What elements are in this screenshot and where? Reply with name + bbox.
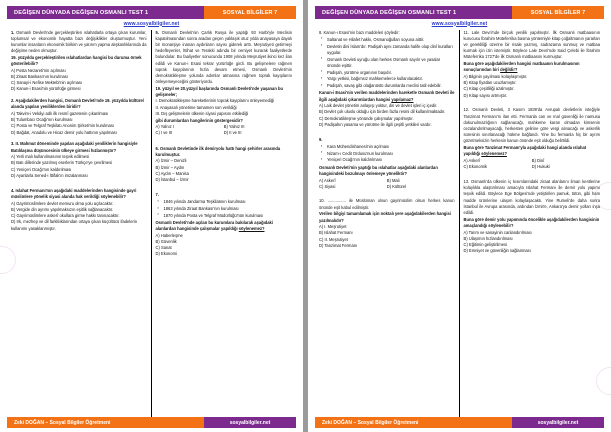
option[interactable]: C) Siyasi <box>319 183 336 189</box>
question-11-stem: Buna göre aşağıdakilerden hangisi matbaanın kurulmasının sonuçlarından biri değildir? <box>463 61 580 73</box>
option[interactable]: B) Devlet çok uluslu olduğu için birden fazla resmi dil kullanılmaktadır. <box>319 109 446 115</box>
option[interactable]: A) Gayrimüslimlere devlet memuru olma yolu açılacaktır. <box>11 200 114 206</box>
option[interactable]: A) Takvim-i Vekâyi adlı ilk resmî gazetenin çıkarılması <box>11 110 109 116</box>
question-2-options <box>11 111 147 136</box>
option[interactable]: C) Yeniçeri Ocağı'nın kaldırılması <box>11 166 72 172</box>
question-8-body: 8. Kanun-ı Esasi'nin bazı maddeleri şöyledir: <box>319 29 400 35</box>
option[interactable]: A) Posta Nezareti'nin açılması <box>11 67 66 73</box>
bullet-item: ▪ Devletin dini İslam'dır. Padişah aynı zamanda halife olup dinî kuralları uygular. <box>327 44 455 56</box>
question-9-options <box>319 178 455 190</box>
option[interactable]: A) Tarım ve sanayinin canlandırılması <box>463 229 532 235</box>
columns-container <box>315 30 604 418</box>
worksheet-page-1 <box>0 0 303 432</box>
option[interactable]: A) Haberleşme <box>155 232 183 238</box>
footer-wrap <box>0 417 303 432</box>
question-2-stem: 2. Aşağıdakilerden hangisi, Osmanlı Devleti'nde 19. yüzyılda kültürel alanda yapılan yeniliklerden biridir? <box>11 98 144 110</box>
option[interactable]: B) İzmir – Aydın <box>155 164 185 170</box>
footer-wrap <box>308 417 611 432</box>
question-5-stem: gibi durumlardan hangilerinin göstergesidir? <box>155 117 243 123</box>
column-4 <box>460 30 605 418</box>
question-12-stem: Buna göre Tanzimat Fermanı'yla aşağıdaki hangi alanda ıslahat yapıldığı söylenemez? <box>463 145 587 157</box>
question-12-body: 12. Osmanlı Devleti, 3 Kasım 1839'da Avrupalı devletlerin isteğiyle Tanzimat Fermanı'nı ilan etti. Fermanla can ve mal güvenliği ile namusa dokunulmazlığının sağlanacağı, mahkeme kararı olmadan kimsenin cezalandırılmayacağı, herkesten gelirine göre vergi alınacağı ve askerlik süresinin sınırlanacağı hükme bağlandı. Yine bu fermanla hiç bir ayrım gözetmeksizin herkesin kanun önünde eşit olduğu belirtildi. <box>463 107 600 144</box>
option[interactable]: B) Islahat Fermanı <box>319 230 353 236</box>
bullet-item: ▪ Yeniçeri Ocağı'nın kaldırılması <box>327 157 455 163</box>
worksheet-page-2 <box>308 0 611 432</box>
question-13-stem: Buna göre demir yolu yapımında öncelikle aşağıdakilerden hangisinin amaçlandığı söylenebilir? <box>463 216 600 228</box>
question-7-options <box>156 233 293 258</box>
question-4-options <box>11 201 147 232</box>
option[interactable]: B) Ziraat Bankası'nın kurulması <box>11 73 68 79</box>
site-link[interactable]: www.sosyalbilgiler.net <box>431 20 488 27</box>
roman-item: II. Anayasalı yönetime tamamen son verildiği <box>155 104 237 110</box>
question-11 <box>464 30 601 99</box>
question-6-options <box>156 158 293 183</box>
question-11-body: 11. Lale Devri'nde birçok yenilik yapılmıştır. İlk Osmanlı matbaasının kurucusu İbrahim Müteferrika basma yöntemiyle kitap çoğaltmanın yararları ve gerekliliği üzerine bir risale yazmış, sadrazama sunmuş ve matbaa kurmak için izin istemiştir. Böylece Lale Devri'nde Said Çelebi ile İbrahim Müteferrika 1727'de ilk Osmanlı matbaasını kurmuştur. <box>463 29 601 60</box>
option[interactable]: B) Yalnız III <box>223 124 245 130</box>
page-footer <box>7 417 296 428</box>
question-1-body: Osmanlı Devleti'nde gerçekleştirilen ıslahatlarla ortaya çıkan kurumlar, toplumsal ve ekonomik hayatta bazı değişiklikler oluşturmuştur. Yeni kurumlar insanların ekonomik birikim ve yatırım yapma alışkanlıklarında da değişime neden olmuştur. <box>11 29 147 54</box>
option[interactable]: C) Ekonomik <box>463 164 487 170</box>
question-10-body: 10. ................ ile Müslüman olsun gayrimüslim olsun herkes kanun önünde eşit kabul edilmiştir. <box>319 198 455 210</box>
option[interactable]: D) Hukuki <box>531 164 550 170</box>
option[interactable]: C) Sanayi-i Nefise Mektebi'nin açılması <box>11 80 83 86</box>
question-12-options <box>464 158 601 170</box>
question-8-bullets <box>319 37 455 90</box>
site-link[interactable]: www.sosyalbilgiler.net <box>123 20 180 27</box>
question-6 <box>156 146 293 184</box>
page-header <box>315 6 604 19</box>
bullet-item: ▪ Yargı yetkisi, bağımsız mahkemelerce kullanılacaktır. <box>327 76 455 82</box>
footer-site[interactable]: sosyalbilgiler.net <box>204 417 296 428</box>
header-title: DEĞİŞEN DÜNYADA DEĞİŞEN OSMANLI TEST 1 <box>315 6 512 19</box>
option[interactable]: D) Kanun-i Esasi'nin yürürlüğe girmesi <box>11 86 81 92</box>
option[interactable]: C) Posta ve Telgraf Teşkilatı Anonim Şirketi'nin kurulması <box>11 123 115 129</box>
header-title: DEĞİŞEN DÜNYADA DEĞİŞEN OSMANLI TEST 1 <box>7 6 204 19</box>
question-1-stem: 19. yüzyılda gerçekleştirilen ıslahatlardan hangisi bu duruma örnek gösterilebilir? <box>11 54 142 67</box>
bullet-item: ▪ Padişah, yürütme organının başıdır. <box>327 70 455 76</box>
option[interactable]: D) Tanzimat Fermanı <box>319 242 358 248</box>
question-4 <box>11 188 147 232</box>
option[interactable]: A) I. Meşrutiyet <box>319 224 347 230</box>
option[interactable]: B) Mali <box>386 177 400 183</box>
option[interactable]: B) Ulaşımın hızlandırılması <box>463 235 513 241</box>
question-9 <box>319 137 455 190</box>
bullet-item: ▪ 1863 yılında Ziraat Bankası'nın kurulması <box>164 206 293 212</box>
columns-container <box>7 30 296 418</box>
question-1-options <box>11 68 147 93</box>
option[interactable]: A) Askerî <box>463 157 481 163</box>
option[interactable]: B) Batı dillerinde yazılmış eserlerin Türkçe'ye çevrilmesi <box>11 160 113 166</box>
question-8 <box>319 30 455 129</box>
bullet-item: ▪ 1846 yılında Jandarma Teşkilatının kurulması <box>164 199 293 205</box>
option[interactable]: D) Padişahın yasama ve yürütme ile ilgili çeşitli yetkileri vardır. <box>319 121 432 127</box>
bullet-item: ▪ 1870 yılında Posta ve Telgraf Müdürlüğü'nün kurulması <box>164 213 293 219</box>
header-subject: SOSYAL BİLGİLER 7 <box>204 6 296 19</box>
question-3 <box>11 141 147 179</box>
roman-item: III. Dış gelişmelerin ülkenin siyasi yapısını etkilediği <box>155 110 249 116</box>
question-9-number: 9. <box>319 136 323 142</box>
column-3 <box>315 30 460 418</box>
page-footer <box>315 417 604 428</box>
question-10-stem: Verilen bilgiyi tamamlamak için noktalı yere aşağıdakilerden hangisi yazılmalıdır? <box>319 211 451 223</box>
question-4-stem: 4. Islahat Fermanı'nın aşağıdaki maddelerinden hangisinde gayri müslimlere yönelik siyasi alanda hak verildiği söylenebilir? <box>11 187 137 200</box>
question-5-lead: 19. yüzyıl ve 20.yüzyıl başlarında Osmanlı Devleti'nde yaşanan bu gelişmeler; <box>155 85 283 98</box>
question-5: 5. Osmanlı Devleti'nin Çarlık Rusya ile yaptığı 93 Harbi'yle Meclisin kapatılmasından sonra aradan geçen yaklaşık otuz yılda anayasaya dayalı bir monarşiye inanan aydınların sayısı giderek arttı. Meşrutiyeti getirmeyi hedefleyenler, İttihat ve Terakki adında bir cemiyet kurarak faaliyetlerde bulundular. Bu faaliyetler sonucunda 1908 yılında Meşrutiyet ikinci kez ilan edildi ve Kanun-i Esasi tekrar yürürlüğe girdi. Bu gelişmelere rağmen toprak kayıplarının hızla devam etmesi, Osmanlı Devleti'nin demokratikleşme yolunda adımlar atmasına rağmen toprak kayıplarını önleyemeyeceğini gösteriyordu. 19. yüzyıl ve 20.yüzyıl başlarında Osmanlı Devleti'nde yaşanan bu gelişmeler; I. Demokratikleşme hareketlerinin toprak kayıplarını önleyemediği II. Anayasalı yönetime tamamen son verildiği III. Dış gelişmelerin ülkenin siyasi yapısını etkilediği gibi durumlardan hangilerinin göstergesidir? A) Yalnız I B) Yalnız III C) I ve III D) II ve III <box>155 29 292 136</box>
option[interactable]: C) Kitap çeşitliliği azalmıştır. <box>463 86 515 92</box>
question-7-number: 7. <box>155 191 159 197</box>
question-10-options <box>319 224 455 249</box>
question-5-options <box>156 124 293 136</box>
question-6-stem: 6. Osmanlı Devletinde ilk demiryolu hattı hangi şehirler arasında kurulmuştur. <box>155 145 281 157</box>
question-3-options <box>11 154 147 179</box>
question-7-bullets <box>156 199 293 219</box>
question-5-body: Osmanlı Devleti'nin Çarlık Rusya ile yaptığı 93 Harbi'yle Meclisin kapatılmasından sonra aradan geçen yaklaşık otuz yılda anayasaya dayalı bir monarşiye inanan aydınların sayısı giderek arttı. Meşrutiyeti getirmeyi hedefleyenler, İttihat ve Terakki adında bir cemiyet kurarak faaliyetlerde bulundular. Bu faaliyetler sonucunda 1908 yılında Meşrutiyet ikinci kez ilan edildi ve Kanun-i Esasi tekrar yürürlüğe girdi. Bu gelişmelere rağmen toprak kayıplarının hızla devam etmesi, Osmanlı Devleti'nin demokratikleşme yolunda adımlar atmasına rağmen toprak kayıplarını önleyemeyeceğini gösteriyordu. <box>155 29 292 85</box>
question-3-stem: 3. II. Mahmut döneminde yapılan aşağıdaki yeniliklerin hangisiyle Batılılaşma düşüncesinin ülkeye girmesi hızlanmıştır? <box>11 141 138 153</box>
option[interactable]: D) Ekonomi <box>155 251 177 257</box>
option[interactable]: A) Askerî <box>319 177 336 183</box>
option[interactable]: B) Güvenlik <box>155 238 177 244</box>
question-8-stem: Kanun-i Esasi'nin verilen maddelerinden hareketle Osmanlı Devleti ile ilgili aşağıdaki çıkarımlardan hangisi yapılamaz? <box>319 90 455 102</box>
footer-site[interactable]: sosyalbilgiler.net <box>512 417 604 428</box>
option[interactable]: D) Ayanlarla Sened-i İttifak'ın imzalanması <box>11 172 88 178</box>
option[interactable]: D) Bağdat, Anadolu ve Hicaz demir yolu hattının yapılması <box>11 129 117 135</box>
question-7-stem: Osmanlı Devleti'nde açılan bu kurumlara bakılarak aşağıdaki alanlardan hangisinde çalışmalar yapıldığı söylenemez? <box>155 219 273 232</box>
option[interactable]: C) Sanat <box>155 245 172 251</box>
question-9-bullets <box>319 144 455 164</box>
question-13-options <box>464 230 601 255</box>
bullet-item: ▪ Kara Mühendishanesi'nin açılması <box>327 144 455 150</box>
footer-author: Zeki DOĞAN – Sosyal Bilgiler Öğretmeni <box>315 417 512 428</box>
question-1: 1. Osmanlı Devleti'nde gerçekleştirilen ıslahatlarla ortaya çıkan kurumlar, toplumsal ve ekonomik hayatta bazı değişiklikler oluşturmuştur. Yeni kurumlar insanların ekonomik birikim ve yatırım yapma alışkanlıklarında da değişime neden olmuştur. 19. yüzyılda gerçekleştirilen ıslahatlardan hangisi bu duruma örnek gösterilebilir? A) Posta Nezareti'nin açılması B) Ziraat Bankası'nın kurulması C) Sanayi-i Nefise Mektebi'nin açılması D) Kanun-i Esasi'nin yürürlüğe girmesi <box>11 29 147 92</box>
option[interactable]: C) Demokratikleşme yönünde çalışmalar yapılmıştır. <box>319 115 414 121</box>
question-12 <box>464 107 601 170</box>
option[interactable]: B) Kitap fiyatları ucuzlamıştır. <box>463 80 517 86</box>
question-13-body: 13. Osmanlı'da ülkenin iç kısımlarındaki ziraat alanlarını liman kentlerine kolaylıkla ulaştırılması amacıyla Islahat Fermanı ile demir yolu yapımı teşvik edildi. Böylece Ege Bölgesi'nde yetiştirilen pamuk, tütün, gibi ham madde ürünlerine ulaşım kolaylaşacaktı. Yine Rumeli'de daha sonra İstanbul ile Avrupa arasında, ardından İzmit'e, Ankara'ya demir yolları inşa edildi. <box>463 178 600 215</box>
column-2 <box>152 30 297 418</box>
option[interactable]: A) Bilginin yayılması kolaylaşmıştır. <box>463 73 528 79</box>
option[interactable]: C) I ve III <box>155 130 173 136</box>
option[interactable]: B) Vergide din ayrımı yapılmaksızın eşitlik sağlanacaktır. <box>11 207 114 213</box>
header-subject: SOSYAL BİLGİLER 7 <box>512 6 604 19</box>
column-1 <box>7 30 152 418</box>
option[interactable]: A) Yalnız I <box>155 124 175 130</box>
option[interactable]: D) Kültürel <box>386 183 407 189</box>
roman-item: I. Demokratikleşme hareketlerinin toprak kayıplarını önleyemediği <box>155 98 275 104</box>
option[interactable]: A) Laik devlet yönetim anlayışı yoktur, din ve devlet işleri iç içedir. <box>319 103 438 109</box>
option[interactable]: A) Yerli malı kullanılmasının teşvik edilmesi <box>11 154 90 160</box>
footer-author: Zeki DOĞAN – Sosyal Bilgiler Öğretmeni <box>7 417 204 428</box>
question-9-stem: Osmanlı Devleti'nin yaptığı bu ıslahatlar aşağıdaki alanlardan hangisindeki bozulmayı önlemeye yöneliktir? <box>319 164 438 176</box>
question-10 <box>319 198 455 249</box>
page-header <box>7 6 296 19</box>
bullet-item: ▪ Osmanlı Devleti uyruğu olan herkes Osmanlı sayılır ve yasalar önünde eşittir. <box>327 57 455 69</box>
option[interactable]: D) Emniyet ve güvenliğin sağlanması <box>463 248 531 254</box>
question-11-options <box>464 74 601 99</box>
option[interactable]: D) İstanbul – İzmir <box>155 177 189 183</box>
option[interactable]: C) Aydın – Manisa <box>155 170 189 176</box>
option[interactable]: C) II. Meşrutiyet <box>319 236 348 242</box>
bullet-item: ▪ Padişah, savaş gibi olağanüstü durumlarda meclisi tatil edebilir. <box>327 83 455 89</box>
option[interactable]: D) Kitap sayısı artmıştır. <box>463 92 508 98</box>
question-13 <box>464 179 601 255</box>
option[interactable]: D) II ve III <box>223 130 242 136</box>
option[interactable]: B) Tulumbacı Ocağı'nın kurulması <box>11 117 73 123</box>
option[interactable]: C) Gayrimüslimlere askerî okullara girme hakkı tanınacaktır. <box>11 213 120 219</box>
bullet-item: ▪ Nizam-ı Cedit Ordusu'nun kurulması <box>327 151 455 157</box>
option[interactable]: A) İzmir – Denizli <box>155 158 187 164</box>
bullet-item: ▪ Saltanat ve Hilafet hakkı, Osmanoğulları soyuna aittir. <box>327 37 455 43</box>
question-7 <box>156 192 293 258</box>
option[interactable]: B) Dinî <box>531 157 545 163</box>
option[interactable]: D) Irk, mezhep ve dil farklılıklarından ortaya çıkan küçültücü ifadelerin kullanımı yasaklanmıştır. <box>11 219 138 231</box>
option[interactable]: C) Eğitimin geliştirilmesi <box>463 241 507 247</box>
question-8-options <box>319 103 455 128</box>
question-2 <box>11 98 147 136</box>
